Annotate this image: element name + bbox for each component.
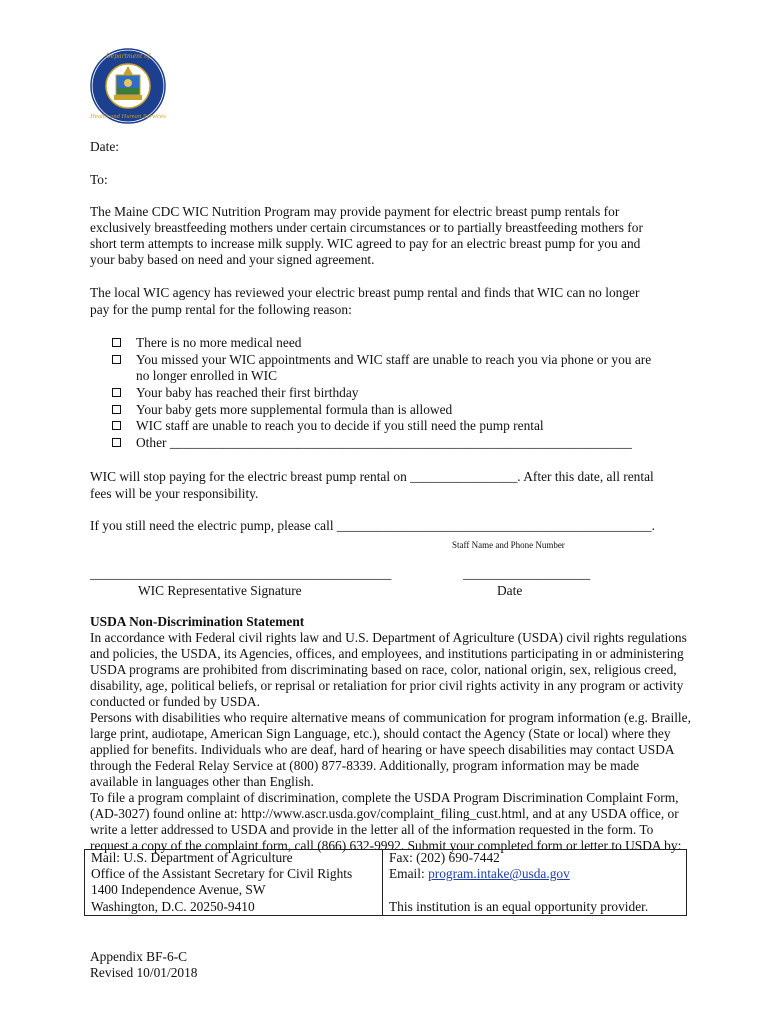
- mail-address-line: Office of the Assistant Secretary for Civil Rights: [91, 866, 353, 882]
- usda-line: and policies, the USDA, its Agencies, offices, and employees, and institutions participating in or administering: [90, 646, 684, 661]
- revised-date: Revised 10/01/2018: [90, 965, 198, 980]
- signature-label: WIC Representative Signature: [138, 583, 302, 598]
- mail-address-cell: [85, 850, 383, 916]
- reason-text: no longer enrolled in WIC: [136, 368, 278, 384]
- reason-checkbox[interactable]: [112, 405, 121, 414]
- mail-address-line: Washington, D.C. 20250-9410: [91, 898, 255, 914]
- email-link[interactable]: program.intake@usda.gov: [428, 866, 570, 882]
- svg-text:Health and Human Services: Health and Human Services: [90, 114, 166, 120]
- review-line: pay for the pump rental for the following reason:: [90, 302, 352, 317]
- signature-line[interactable]: _____________________________________________: [90, 566, 392, 581]
- reason-text: Other _____________________________________________________________________: [136, 435, 632, 451]
- usda-line: USDA programs are prohibited from discriminating based on race, color, national origin, sex, religious creed,: [90, 662, 677, 677]
- usda-line: request a copy of the complaint form, call (866) 632-9992. Submit your completed form or letter to USDA by:: [90, 838, 682, 853]
- intro-line: your baby based on need and your signed agreement.: [90, 252, 375, 267]
- mail-address-line: 1400 Independence Avenue, SW: [91, 882, 266, 898]
- usda-line: In accordance with Federal civil rights law and U.S. Department of Agriculture (USDA) civil rights regulations: [90, 630, 687, 645]
- appendix-label: Appendix BF-6-C: [90, 949, 188, 964]
- to-label: To:: [90, 172, 108, 187]
- review-line: The local WIC agency has reviewed your electric breast pump rental and finds that WIC can no longer: [90, 285, 640, 300]
- call-instruction: If you still need the electric pump, please call _______________________________________________.: [90, 518, 655, 533]
- email-line: [389, 866, 680, 882]
- reason-text: You missed your WIC appointments and WIC staff are unable to reach you via phone or you are: [136, 351, 652, 367]
- reason-text: There is no more medical need: [136, 335, 302, 350]
- usda-line: available in languages other than English.: [90, 774, 314, 789]
- usda-line: through the Federal Relay Service at (800) 877-8339. Additionally, program information may be made: [90, 758, 640, 773]
- svg-text:Department of: Department of: [105, 53, 151, 60]
- equal-opportunity-text: This institution is an equal opportunity provider.: [389, 898, 649, 914]
- usda-line: disability, age, political beliefs, or reprisal or retaliation for prior civil rights activity in any program or activity: [90, 678, 684, 693]
- usda-line: write a letter addressed to USDA and provide in the letter all of the information requested in the form. To: [90, 822, 654, 837]
- spacer: [389, 882, 680, 898]
- reason-text: Your baby gets more supplemental formula than is allowed: [136, 401, 453, 417]
- signature-date-line[interactable]: ___________________: [463, 566, 591, 581]
- stop-payment-line: fees will be your responsibility.: [90, 486, 259, 501]
- fax-email-cell: [383, 850, 687, 916]
- reason-text: Your baby has reached their first birthday: [136, 385, 359, 401]
- reason-checkbox[interactable]: [112, 421, 121, 430]
- reason-checkbox[interactable]: [112, 338, 121, 347]
- reason-checkbox[interactable]: [112, 438, 121, 447]
- reason-text: WIC staff are unable to reach you to decide if you still need the pump rental: [136, 418, 544, 434]
- usda-line: Persons with disabilities who require alternative means of communication for program information (e.g. Braille,: [90, 710, 691, 725]
- staff-name-caption: Staff Name and Phone Number: [452, 540, 565, 550]
- usda-heading: USDA Non-Discrimination Statement: [90, 614, 305, 629]
- mail-address-line: Mail: U.S. Department of Agriculture: [91, 850, 293, 865]
- usda-line: large print, audiotape, American Sign Language, etc.), should contact the Agency (State or local) where they: [90, 726, 671, 741]
- usda-line: To file a program complaint of discrimination, complete the USDA Program Discrimination Complaint Form,: [90, 790, 679, 805]
- dhhs-seal-logo: [90, 48, 166, 124]
- signature-date-label: Date: [497, 583, 523, 598]
- intro-line: short term attempts to increase milk supply. WIC agreed to pay for an electric breast pump for you and: [90, 236, 641, 251]
- fax-number: Fax: (202) 690-7442: [389, 850, 500, 865]
- usda-contact-table: [84, 849, 687, 916]
- reason-checkbox[interactable]: [112, 355, 121, 364]
- date-label: Date:: [90, 139, 119, 154]
- usda-line: conducted or funded by USDA.: [90, 694, 260, 709]
- usda-line: (AD-3027) found online at: http://www.ascr.usda.gov/complaint_filing_cust.html, and at any USDA office, or: [90, 806, 679, 821]
- intro-line: exclusively breastfeeding mothers under certain circumstances or to partially breastfeeding mothers for: [90, 220, 643, 235]
- intro-line: The Maine CDC WIC Nutrition Program may provide payment for electric breast pump rentals for: [90, 204, 620, 219]
- reason-checkbox[interactable]: [112, 388, 121, 397]
- stop-payment-line: WIC will stop paying for the electric breast pump rental on ________________. After this date, all rental: [90, 469, 654, 484]
- usda-line: applied for benefits. Individuals who are deaf, hard of hearing or have speech disabilities may contact USDA: [90, 742, 675, 757]
- email-label: Email:: [389, 866, 429, 882]
